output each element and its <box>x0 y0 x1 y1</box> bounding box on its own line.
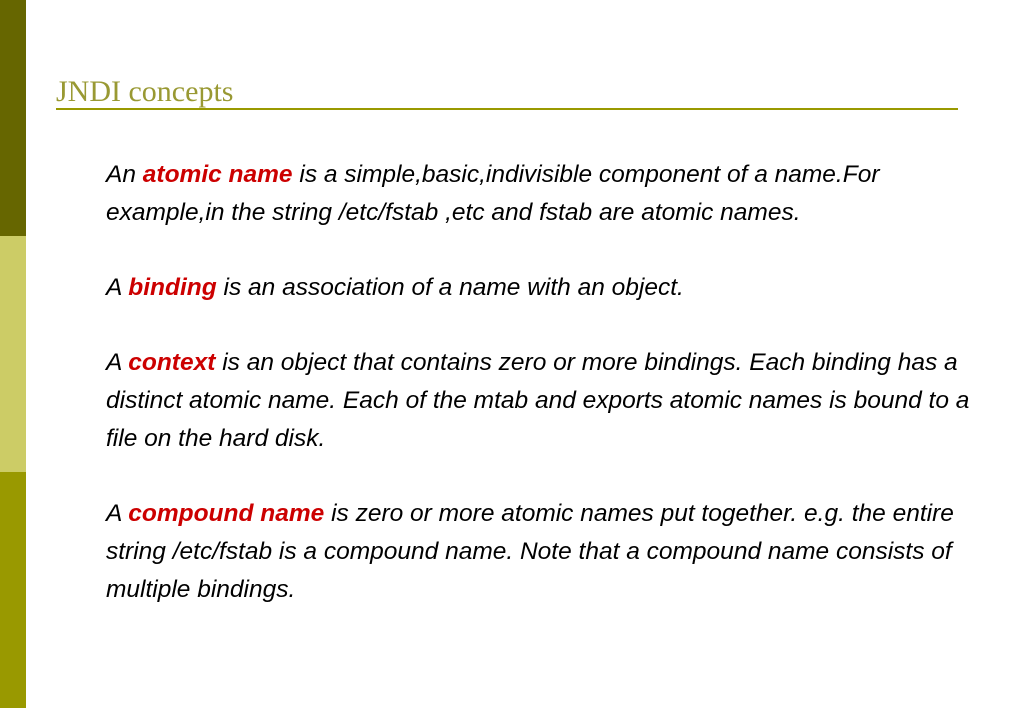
paragraph-binding <box>106 269 976 307</box>
paragraph-context <box>106 344 976 457</box>
title-underline <box>56 108 958 110</box>
paragraph-text: is an object that contains zero or more bindings. Each binding has a distinct atomic name. Each of the mtab and exports atomic names is bound to a file on the hard disk. <box>106 349 970 452</box>
term-compound-name: compound name <box>128 500 325 528</box>
side-bar-dark <box>0 0 26 236</box>
paragraph-atomic-name <box>106 156 976 231</box>
paragraph-compound-name <box>106 495 976 608</box>
term-atomic-name: atomic name <box>142 161 293 188</box>
term-context: context <box>128 349 216 377</box>
side-bar-olive <box>0 472 26 708</box>
term-binding: binding <box>128 274 217 302</box>
side-bar-light <box>0 236 26 472</box>
paragraph-prefix: A <box>106 274 129 302</box>
paragraph-text: is zero or more atomic names put together. e.g. the entire string /etc/fstab is a compound name. Note that a compound name consists of multiple bindings. <box>106 500 954 603</box>
paragraph-text: is an association of a name with an object. <box>216 274 684 302</box>
paragraph-prefix: An <box>106 161 143 188</box>
paragraph-prefix: A <box>106 349 129 377</box>
paragraph-prefix: A <box>106 500 129 528</box>
slide-title: JNDI concepts <box>56 75 234 108</box>
slide-body <box>106 156 976 646</box>
paragraph-text: is a simple,basic,indivisible component of a name.For example,in the string /etc/fstab ,etc and fstab are atomic names. <box>106 161 880 226</box>
